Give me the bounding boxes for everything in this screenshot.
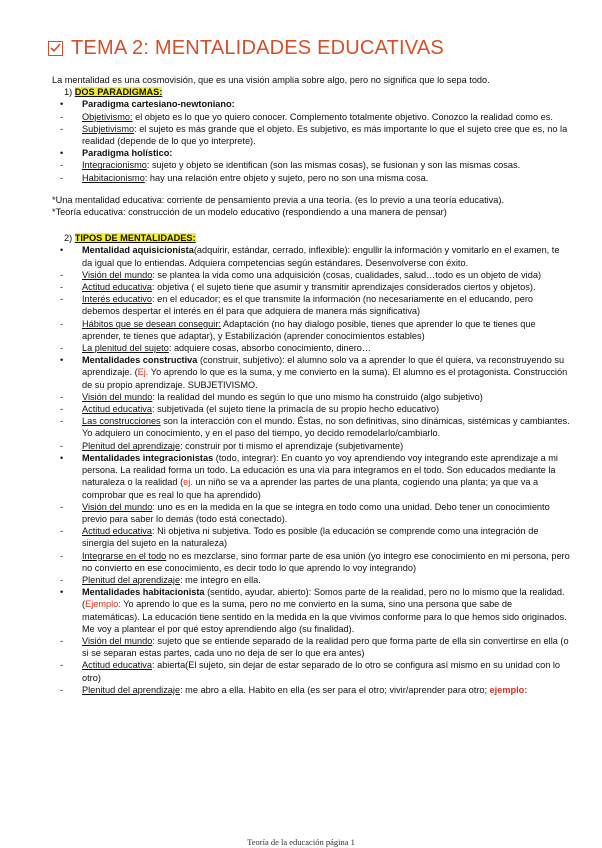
definition: : uno es en la medida en la que se integra en todo como una unidad. Debo tener un conocimiento previo para saber lo demás (todo está conectado). [82, 501, 550, 524]
bullet-title: Mentalidades integracionistas [82, 452, 214, 463]
term: Visión del mundo [82, 269, 153, 280]
dash-item-objetivismo: - Objetivismo: el objeto es lo que yo quiero conocer. Complemento totalmente objetivo. Conozco la realidad como es. [60, 111, 553, 122]
note-teoria: *Teoría educativa: construcción de un modelo educativo (respondiendo a una manera de pensar) [52, 207, 447, 218]
term: Actitud educativa [82, 660, 152, 671]
definition: : en el educador; es el que transmite la información (no necesariamente en el educando, pero debemos despertar el interés en él para que adquiera de manera más significativa) [82, 294, 533, 317]
term: Las construcciones [82, 416, 161, 427]
bullet-title: Mentalidades habitacionista [82, 587, 205, 598]
definition: no es mezclarse, sino formar parte de esa unión (yo integro ese conocimiento en mi persona, pero no convierto en ese conocimiento, es decir todo lo que aprendo lo voy integrando) [82, 550, 570, 573]
dash-item: - Plenitud del aprendizaje: me integro en ella. [60, 574, 261, 585]
definition: : me abro a ella. Habito en ella (es ser para el otro; vivir/aprender para otro; [180, 684, 490, 695]
definition: Adaptación (no hay dialogo posible, tienes que aprender lo que te tienes que aprender, te tienes que adaptar), y Estabilización (aprender conocimientos estables) [82, 318, 536, 341]
bullet-title: Paradigma holístico: [82, 148, 173, 159]
definition: Yo aprendo lo que es la suma, pero no me convierto en la suma, sino una persona que sabe de matemáticas). La educación tiene sentido en la medida en la que vivimos conforme para lo que hemos sido originados. Me voy a plantear el por qué estoy aprendiendo algo (su finalidad). [82, 599, 567, 634]
section-heading-paradigmas [64, 86, 572, 98]
title-row [48, 37, 444, 60]
definition: son la interacción con el mundo. Éstas, no son definitivas, sino dinámicas, sistémicas y cambiantes. Yo adquiero un conocimiento, y en el paso del tiempo, yo decido remodelarlo/cambiarlo. [82, 416, 570, 439]
definition: : el sujeto es más grande que el objeto. Es subjetivo, es más importante lo que el sujeto cree que es, no la realidad (depende de lo que yo interprete). [82, 123, 568, 147]
example-marker: Ejemplo: [85, 599, 121, 610]
bullet-title: Paradigma cartesiano-newtoniano: [82, 99, 235, 110]
definition: : sujeto que se entiende separado de la realidad pero que forma parte de ella sin convertirse en ella (o si se separan estas partes, cada uno no deja de ser lo que era antes) [82, 635, 569, 659]
spacer [52, 184, 572, 194]
example-marker: ej. [183, 477, 193, 488]
checkbox-checked-icon[interactable] [48, 41, 63, 56]
dash-item: - La plenitud del sujeto: adquiere cosas, absorbo conocimiento, dinero… [60, 343, 372, 354]
bullet-mentalidades-habitacionista: • Mentalidades habitacionista (sentido, ayudar, abierto): Somos parte de la realidad, pero no lo mismo que la realidad. (Ejemplo: Yo aprendo lo que es la suma, pero no me convierto en la suma, sino una persona que sabe de matemáticas). La educación tiene sentido en la medida en la que vivimos conforme para lo que hemos sido originados. Me voy a plantear el por qué estoy aprendiendo algo (su finalidad). [60, 587, 567, 634]
term: Plenitud del aprendizaje [82, 440, 181, 451]
dash-item: - Visión del mundo: sujeto que se entiende separado de la realidad pero que forma parte de ella sin convertirse en ella (o si se separan estas partes, cada uno no deja de ser lo que era antes) [60, 635, 569, 659]
dash-item-integracionismo: - Integracionismo: sujeto y objeto se identifican (son las mismas cosas), se fusionan y son las mismas cosas. [60, 160, 521, 171]
term: Interés educativo [82, 294, 152, 305]
definition: : la realidad del mundo es según lo que uno mismo ha construido (algo subjetivo) [152, 391, 483, 402]
dash-item: - Integrarse en el todo no es mezclarse, sino formar parte de esa unión (yo integro ese conocimiento en mi persona, pero no convierto en ese conocimiento, es decir todo lo que aprendo lo voy integrando) [60, 550, 570, 573]
definition: : adquiere cosas, absorbo conocimiento, dinero… [168, 343, 372, 354]
definition: (sentido, ayudar, abierto): Somos parte de la realidad, pero no lo mismo que la realidad. ( [82, 587, 565, 610]
spacer [52, 218, 572, 232]
bullet-mentalidad-constructiva: • Mentalidades constructiva (construir, subjetivo): el alumno solo va a aprender lo que él quiera, va reconstruyendo su aprendizaje. (Ej. Yo aprendo lo que es la suma, y me convierto en la suma). El alumno es el protagonista. Construcción de su propio aprendizaje. SUBJETIVISMO. [60, 355, 568, 390]
dash-item: - Visión del mundo: la realidad del mundo es según lo que uno mismo ha construido (algo subjetivo) [60, 391, 483, 402]
section-number: 1) [64, 87, 73, 98]
section-label: DOS PARADIGMAS: [74, 87, 163, 98]
term: Visión del mundo [82, 501, 153, 512]
dash-item-subjetivismo: - Subjetivismo: el sujeto es más grande que el objeto. Es subjetivo, es más importante lo que el sujeto cree que es, no la realidad (depende de lo que yo interprete). [60, 123, 568, 147]
definition: : subjetivada (el sujeto tiene la primacía de su propio hecho educativo) [151, 404, 440, 415]
intro-paragraph: La mentalidad es una cosmovisión, que es una visión amplia sobre algo, pero no significa que lo sepa todo. [52, 75, 490, 85]
dash-item: - Las construcciones son la interacción con el mundo. Éstas, no son definitivas, sino dinámicas, sistémicas y cambiantes. Yo adquiero un conocimiento, y en el paso del tiempo, yo decido remodelarlo/cambiarlo. [60, 416, 570, 439]
term: La plenitud del sujeto [82, 343, 169, 354]
definition: : abierta(El sujeto, sin dejar de estar separado de lo otro se configura así mismo en su unidad con lo otro) [82, 660, 561, 683]
dash-item: - Visión del mundo: uno es en la medida en la que se integra en todo como una unidad. Debo tener un conocimiento previo para saber lo demás (todo está conectado). [60, 501, 550, 524]
term: Plenitud del aprendizaje [82, 684, 181, 695]
definition: : hay una relación entre objeto y sujeto, pero no son una misma cosa. [144, 172, 429, 183]
dash-item: - Actitud educativa: objetiva ( el sujeto tiene que asumir y transmitir aprendizajes considerados ciertos y objetos). [60, 282, 536, 293]
term: Visión del mundo [82, 635, 153, 646]
definition: : Ni objetiva ni subjetiva. Todo es posible (la educación se comprende como una integración de sinergia del sujeto en la naturaleza) [82, 526, 539, 549]
term: Actitud educativa [82, 526, 152, 537]
definition: el objeto es lo que yo quiero conocer. Complemento totalmente objetivo. Conozco la realidad como es. [132, 111, 553, 122]
definition: : se plantea la vida como una adquisición (cosas, cualidades, salud…todo es un objeto de vida) [152, 269, 541, 280]
bullet-mentalidad-aquisicionista: • Mentalidad aquisicionista(adquirir, estándar, cerrado, inflexible): engullir la información y vomitarlo en el examen, te da igual que lo entiendas. Adquiera competencias según estándares. Desenvolverse con éxito. [60, 245, 560, 268]
definition: (todo, integrar): En cuanto yo voy aprendiendo voy integrando este aprendizaje a mi persona. La realidad forma un todo. La educación es una vía para integramos en el todo. Son educados mediante la naturaleza o la realidad ( [82, 452, 558, 488]
term: Objetivismo: [82, 111, 133, 122]
note-mentalidad: *Una mentalidad educativa: corriente de pensamiento previa a una teoría. (es lo previo a una teoría educativa). [52, 194, 504, 205]
section-number: 2) [64, 233, 73, 244]
term: Actitud educativa [82, 282, 152, 293]
section-heading-tipos [64, 232, 572, 244]
note-body [52, 74, 572, 696]
dash-item: - Visión del mundo: se plantea la vida como una adquisición (cosas, cualidades, salud…todo es un objeto de vida) [60, 269, 541, 280]
definition: : objetiva ( el sujeto tiene que asumir y transmitir aprendizajes considerados ciertos y objetos). [151, 282, 536, 293]
definition: : construir por ti mismo el aprendizaje (subjetivamente) [180, 440, 404, 451]
page-title: TEMA 2: MENTALIDADES EDUCATIVAS [71, 37, 444, 59]
definition: : sujeto y objeto se identifican (son las mismas cosas), se fusionan y son las mismas cosas. [146, 160, 521, 171]
example-marker: ejemplo: [489, 684, 528, 695]
dash-item: - Plenitud del aprendizaje: me abro a ella. Habito en ella (es ser para el otro; vivir/aprender para otro; ejemplo: [60, 684, 528, 695]
bullet-paradigma-holistico: • Paradigma holístico: [60, 148, 173, 159]
bullet-title: Mentalidad aquisicionista [82, 245, 194, 256]
dash-item: - Actitud educativa: abierta(El sujeto, sin dejar de estar separado de lo otro se configura así mismo en su unidad con lo otro) [60, 660, 561, 683]
example-marker: Ej. [137, 367, 149, 378]
page-footer: Teoría de la educación página 1 [247, 837, 355, 847]
definition: : me integro en ella. [180, 574, 261, 585]
bullet-paradigma-cartesiano: • Paradigma cartesiano-newtoniano: [60, 99, 235, 110]
definition: (construir, subjetivo): el alumno solo va a aprender lo que él quiera, va reconstruyendo su aprendizaje. ( [82, 355, 565, 378]
bullet-mentalidades-integracionistas: • Mentalidades integracionistas (todo, integrar): En cuanto yo voy aprendiendo voy integrando este aprendizaje a mi persona. La realidad forma un todo. La educación es una vía para integramos en el todo. Son educados mediante la naturaleza o la realidad (ej. un niño se va a aprender las partes de una planta, cogiendo una planta; ya que va a comprobar que es real lo que ha aprendido) [60, 452, 558, 500]
term: Habitacionismo [82, 172, 145, 183]
bullet-title: Mentalidades constructiva [82, 355, 198, 366]
dash-item-habitacionismo: - Habitacionismo: hay una relación entre objeto y sujeto, pero no son una misma cosa. [60, 172, 429, 183]
definition: un niño se va a aprender las partes de una planta, cogiendo una planta; ya que va a comprobar que es real lo que ha aprendido) [82, 477, 539, 500]
term: Integracionismo [82, 160, 147, 171]
definition: (adquirir, estándar, cerrado, inflexible): engullir la información y vomitarlo en el examen, te da igual que lo entiendas. Adquiera competencias según estándares. Desenvolverse con éxito. [82, 245, 560, 268]
term: Subjetivismo [82, 123, 135, 134]
definition: Yo aprendo lo que es la suma, y me convierto en la suma). El alumno es el protagonista. Construcción de su propio aprendizaje. SUBJETIVISMO. [82, 367, 568, 390]
term: Hábitos que se desean conseguir: [82, 318, 221, 329]
term: Plenitud del aprendizaje [82, 574, 181, 585]
term: Visión del mundo [82, 391, 153, 402]
dash-item: - Actitud educativa: subjetivada (el sujeto tiene la primacía de su propio hecho educativo) [60, 404, 440, 415]
dash-item: - Hábitos que se desean conseguir: Adaptación (no hay dialogo posible, tienes que aprender lo que te tienes que aprender, te tienes que adaptar), y Estabilización (aprender conocimientos estables) [60, 318, 536, 341]
dash-item: - Plenitud del aprendizaje: construir por ti mismo el aprendizaje (subjetivamente) [60, 440, 404, 451]
dash-item: - Interés educativo: en el educador; es el que transmite la información (no necesariamente en el educando, pero debemos despertar el interés en él para que adquiera de manera más significativa) [60, 294, 533, 317]
term: Actitud educativa [82, 404, 152, 415]
term: Integrarse en el todo [82, 550, 167, 561]
dash-item: - Actitud educativa: Ni objetiva ni subjetiva. Todo es posible (la educación se comprende como una integración de sinergia del sujeto en la naturaleza) [60, 526, 539, 549]
section-label: TIPOS DE MENTALIDADES: [74, 233, 196, 244]
